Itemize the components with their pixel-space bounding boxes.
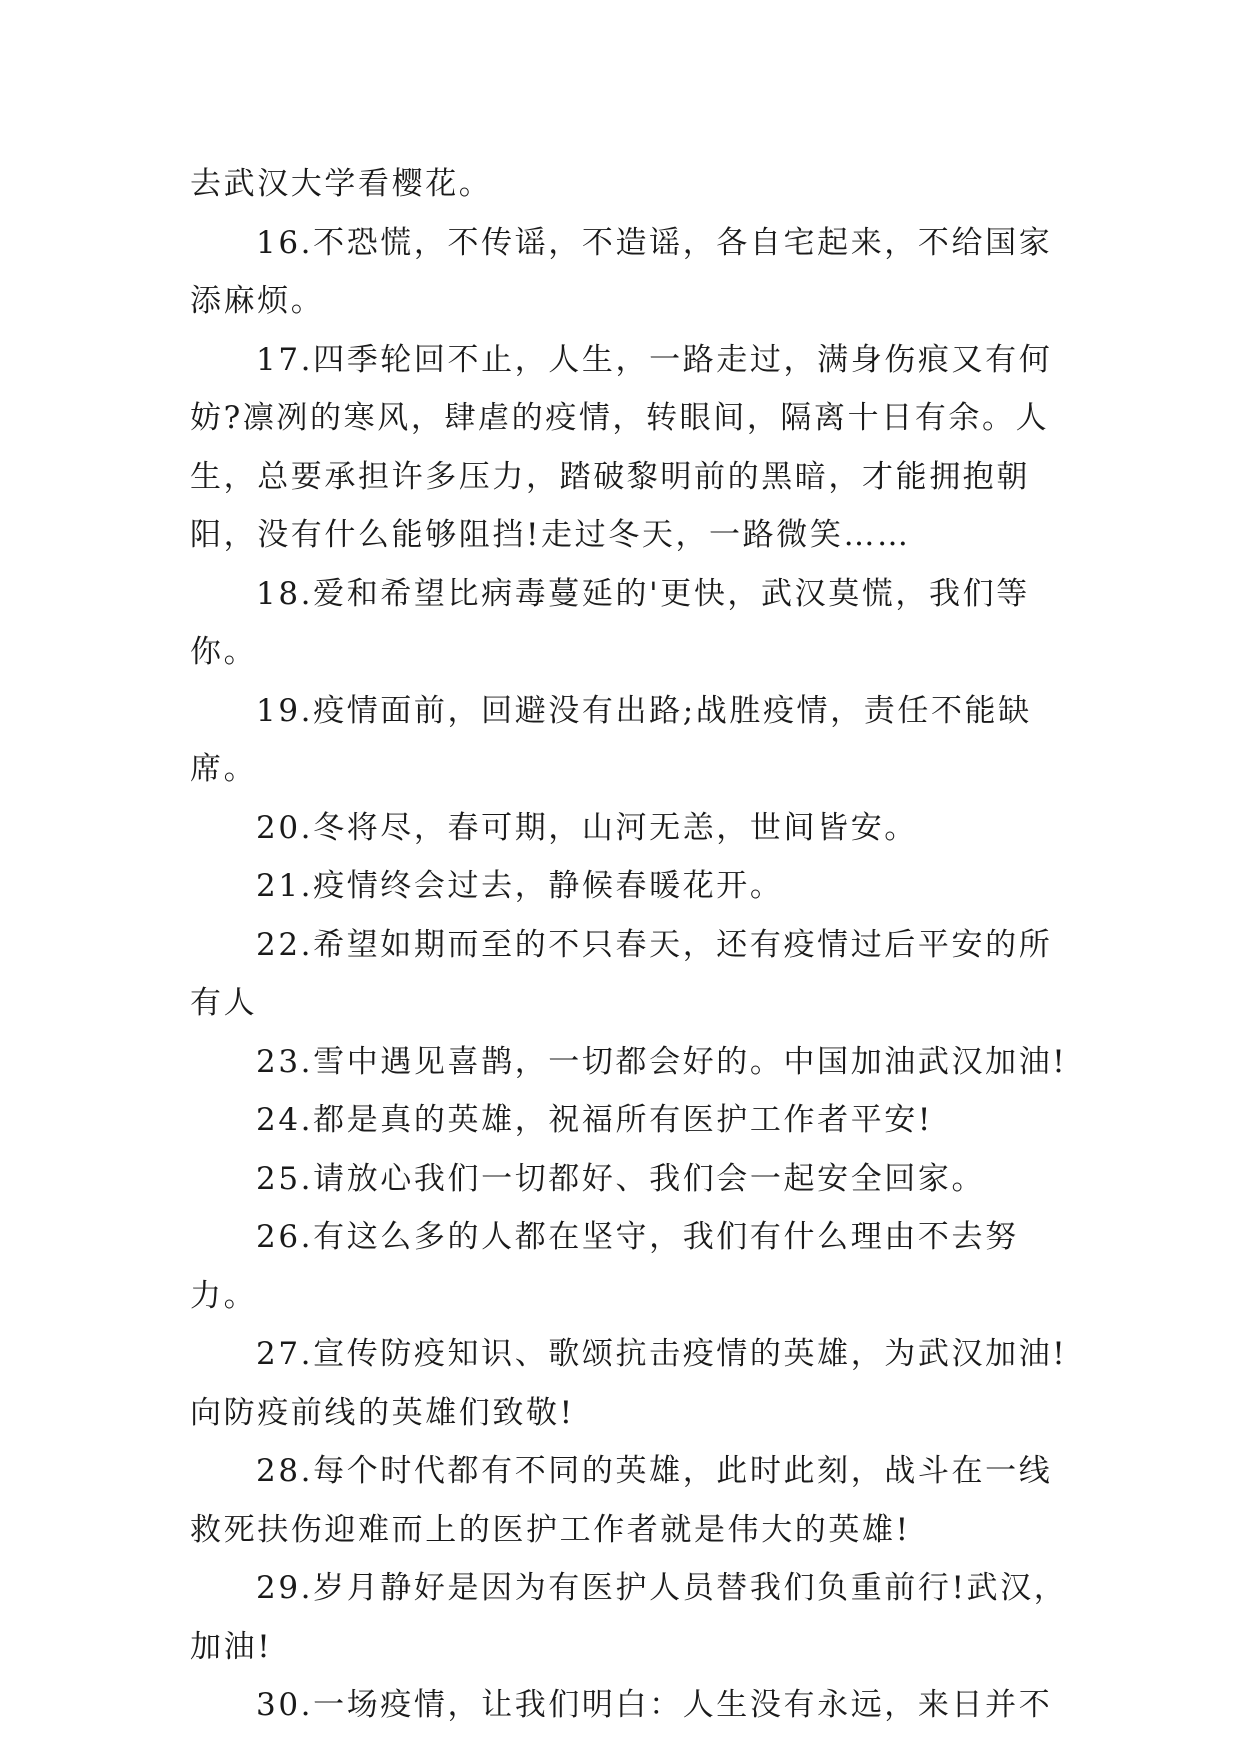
paragraph-27: 27.宣传防疫知识、歌颂抗击疫情的英雄，为武汉加油!向防疫前线的英雄们致敬! (190, 1336, 1068, 1431)
paragraph-26: 26.有这么多的人都在坚守，我们有什么理由不去努力。 (190, 1219, 1019, 1314)
paragraph-20: 20.冬将尽，春可期，山河无恙，世间皆安。 (256, 809, 918, 846)
paragraph-16: 16.不恐慌，不传谣，不造谣，各自宅起来，不给国家添麻烦。 (190, 224, 1053, 319)
paragraph-22: 22.希望如期而至的不只春天，还有疫情过后平安的所有人 (190, 926, 1053, 1021)
paragraph-24: 24.都是真的英雄，祝福所有医护工作者平安! (256, 1102, 933, 1138)
paragraph-25: 25.请放心我们一切都好、我们会一起安全回家。 (256, 1160, 986, 1197)
paragraph-30: 30.一场疫情，让我们明白：人生没有永远，来日并不 (256, 1687, 1053, 1723)
paragraph-29: 29.岁月静好是因为有医护人员替我们负重前行!武汉，加油! (190, 1570, 1068, 1665)
paragraph-continuation: 去武汉大学看樱花。 (190, 166, 493, 202)
paragraph-17: 17.四季轮回不止，人生，一路走过，满身伤痕又有何妨?凛冽的寒风，肆虐的疫情，转眼间，隔离十日有余。人生，总要承担许多压力，踏破黎明前的黑暗，才能拥抱朝阳，没有什么能够阻挡!走过冬天，一路微笑…… (190, 341, 1053, 553)
paragraph-23: 23.雪中遇见喜鹊，一切都会好的。中国加油武汉加油! (256, 1043, 1068, 1080)
document-body (190, 155, 1070, 1735)
paragraph-19: 19.疫情面前，回避没有出路;战胜疫情，责任不能缺席。 (190, 692, 1032, 787)
paragraph-18: 18.爱和希望比病毒蔓延的'更快，武汉莫慌，我们等你。 (190, 575, 1030, 670)
paragraph-28: 28.每个时代都有不同的英雄，此时此刻，战斗在一线救死扶伤迎难而上的医护工作者就是伟大的英雄! (190, 1453, 1053, 1548)
paragraph-21: 21.疫情终会过去，静候春暖花开。 (256, 868, 784, 904)
